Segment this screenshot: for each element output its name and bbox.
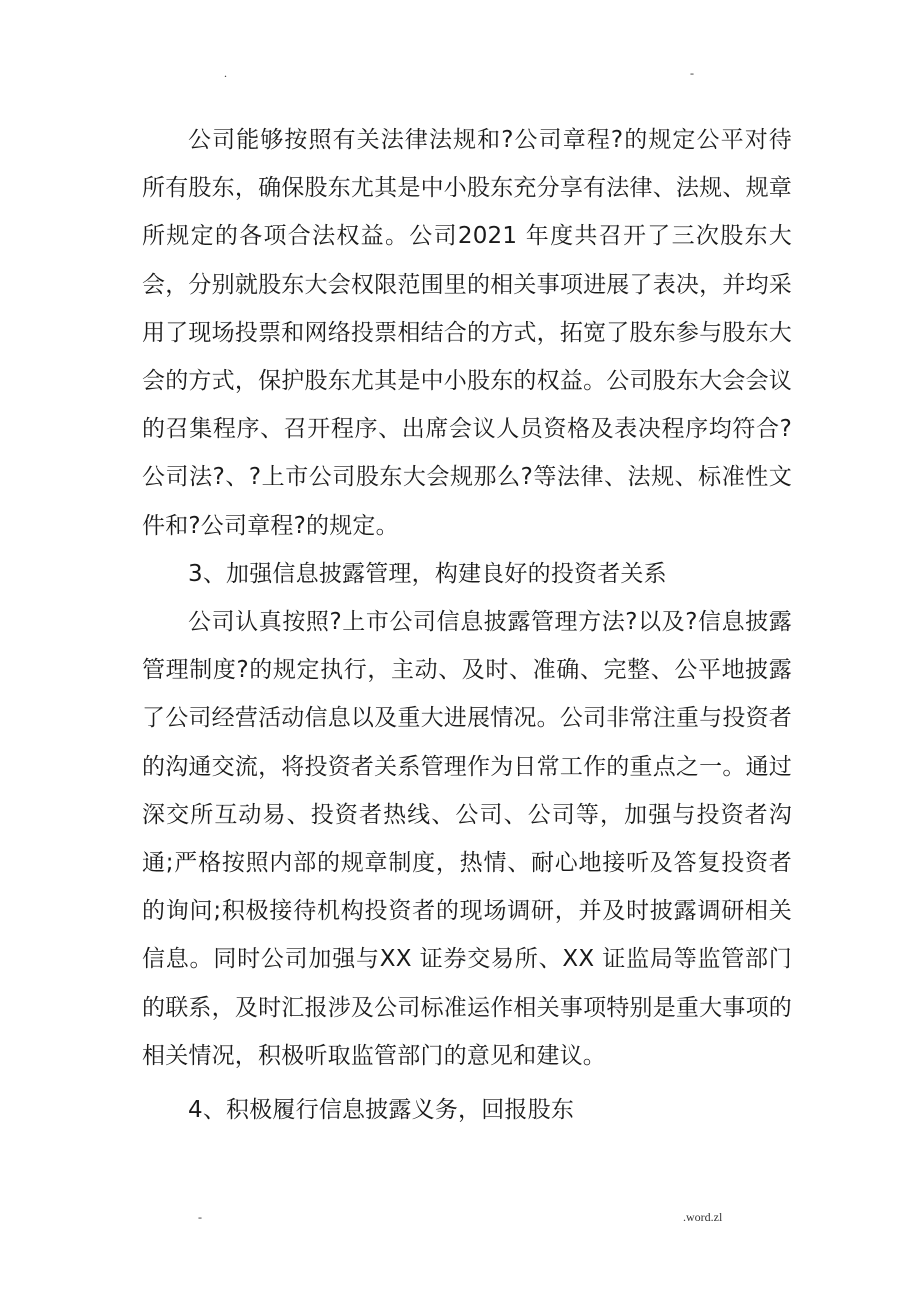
header-right-mark: - — [690, 66, 694, 80]
footer-left-mark: - — [198, 1210, 202, 1224]
section-heading-3: 3、加强信息披露管理，构建良好的投资者关系 — [188, 560, 667, 587]
paragraph-shareholder-rights: 公司能够按照有关法律法规和?公司章程?的规定公平对待所有股东，确保股东尤其是中小股东充分享有法律、法规、规章所规定的各项合法权益。公司2021 年度共召开了三次股东大会，分别就股东大会权限范围里的相关事项进展了表决，并均采用了现场投票和网络投票相结合的方式，拓宽了股东参与股东大会的方式，保护股东尤其是中小股东的权益。公司股东大会会议的召集程序、召开程序、出席会议人员资格及表决程序均符合?公司法?、?上市公司股东大会规那么?等法律、法规、标准性文件和?公司章程?的规定。 — [142, 127, 792, 539]
section-heading-4: 4、积极履行信息披露义务，回报股东 — [188, 1097, 575, 1124]
document-body — [142, 116, 792, 1134]
paragraph-information-disclosure: 公司认真按照?上市公司信息披露管理方法?以及?信息披露管理制度?的规定执行，主动、及时、准确、完整、公平地披露了公司经营活动信息以及重大进展情况。公司非常注重与投资者的沟通交流，将投资者关系管理作为日常工作的重点之一。通过深交所互动易、投资者热线、公司、公司等，加强与投资者沟通;严格按照内部的规章制度，热情、耐心地接听及答复投资者的询问;积极接待机构投资者的现场调研，并及时披露调研相关信息。同时公司加强与XX 证券交易所、XX 证监局等监管部门的联系，及时汇报涉及公司标准运作相关事项特别是重大事项的相关情况，积极听取监管部门的意见和建议。 — [142, 609, 792, 1069]
footer-right-mark: .word.zl — [683, 1210, 723, 1224]
header-left-mark: . — [224, 66, 227, 80]
